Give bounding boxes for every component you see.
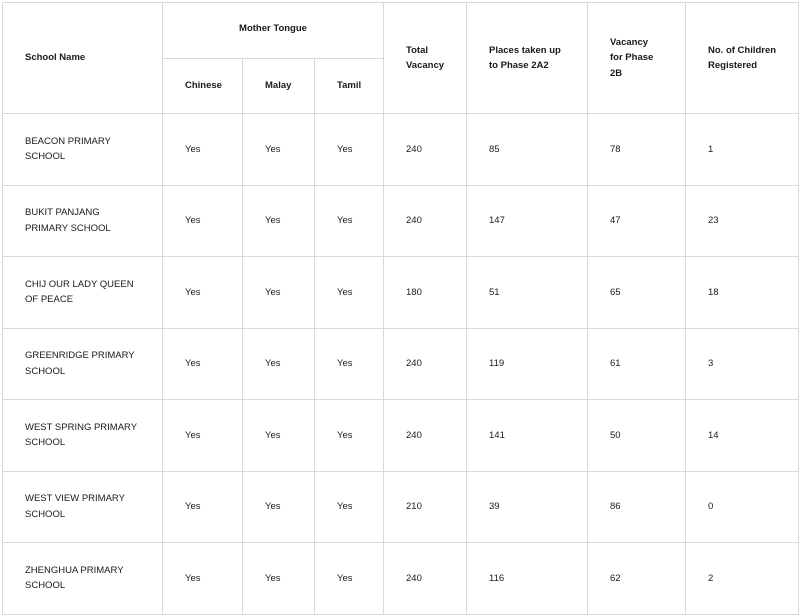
places-taken-cell: 51 xyxy=(467,257,588,329)
school-name-cell: BEACON PRIMARY SCHOOL xyxy=(3,114,163,186)
chinese-cell: Yes xyxy=(163,471,243,543)
tamil-cell: Yes xyxy=(315,471,384,543)
vacancy-phase-2b-cell: 65 xyxy=(588,257,686,329)
chinese-cell: Yes xyxy=(163,400,243,472)
malay-cell: Yes xyxy=(243,257,315,329)
school-name-cell: WEST VIEW PRIMARY SCHOOL xyxy=(3,471,163,543)
chinese-cell: Yes xyxy=(163,257,243,329)
malay-cell: Yes xyxy=(243,328,315,400)
header-malay: Malay xyxy=(243,59,315,114)
table-row xyxy=(3,328,799,400)
vacancy-phase-2b-cell: 61 xyxy=(588,328,686,400)
children-registered-cell: 3 xyxy=(686,328,799,400)
total-vacancy-cell: 240 xyxy=(384,185,467,257)
malay-cell: Yes xyxy=(243,114,315,186)
vacancy-phase-2b-cell: 62 xyxy=(588,543,686,615)
total-vacancy-cell: 240 xyxy=(384,400,467,472)
table-body xyxy=(3,114,799,615)
tamil-cell: Yes xyxy=(315,114,384,186)
table-header xyxy=(3,3,799,114)
tamil-cell: Yes xyxy=(315,543,384,615)
table-row xyxy=(3,185,799,257)
header-school-name: School Name xyxy=(3,3,163,114)
table-row xyxy=(3,257,799,329)
malay-cell: Yes xyxy=(243,471,315,543)
total-vacancy-cell: 240 xyxy=(384,114,467,186)
school-name-cell: CHIJ OUR LADY QUEEN OF PEACE xyxy=(3,257,163,329)
malay-cell: Yes xyxy=(243,185,315,257)
header-chinese: Chinese xyxy=(163,59,243,114)
places-taken-cell: 85 xyxy=(467,114,588,186)
children-registered-cell: 14 xyxy=(686,400,799,472)
places-taken-cell: 116 xyxy=(467,543,588,615)
chinese-cell: Yes xyxy=(163,328,243,400)
school-name-cell: WEST SPRING PRIMARY SCHOOL xyxy=(3,400,163,472)
chinese-cell: Yes xyxy=(163,185,243,257)
tamil-cell: Yes xyxy=(315,400,384,472)
children-registered-cell: 0 xyxy=(686,471,799,543)
table-row xyxy=(3,400,799,472)
vacancy-phase-2b-cell: 50 xyxy=(588,400,686,472)
header-mother-tongue: Mother Tongue xyxy=(163,3,384,59)
total-vacancy-cell: 180 xyxy=(384,257,467,329)
children-registered-cell: 1 xyxy=(686,114,799,186)
table-row xyxy=(3,543,799,615)
chinese-cell: Yes xyxy=(163,543,243,615)
header-total-vacancy: Total Vacancy xyxy=(384,3,467,114)
children-registered-cell: 2 xyxy=(686,543,799,615)
tamil-cell: Yes xyxy=(315,185,384,257)
children-registered-cell: 23 xyxy=(686,185,799,257)
tamil-cell: Yes xyxy=(315,328,384,400)
vacancy-phase-2b-cell: 86 xyxy=(588,471,686,543)
table-row xyxy=(3,114,799,186)
header-vacancy-phase-2b: Vacancy for Phase 2B xyxy=(588,3,686,114)
header-places-taken: Places taken up to Phase 2A2 xyxy=(467,3,588,114)
places-taken-cell: 147 xyxy=(467,185,588,257)
school-name-cell: GREENRIDGE PRIMARY SCHOOL xyxy=(3,328,163,400)
places-taken-cell: 119 xyxy=(467,328,588,400)
header-children-registered: No. of Children Registered xyxy=(686,3,799,114)
school-name-cell: ZHENGHUA PRIMARY SCHOOL xyxy=(3,543,163,615)
total-vacancy-cell: 240 xyxy=(384,328,467,400)
total-vacancy-cell: 240 xyxy=(384,543,467,615)
malay-cell: Yes xyxy=(243,400,315,472)
table-row xyxy=(3,471,799,543)
vacancy-phase-2b-cell: 78 xyxy=(588,114,686,186)
malay-cell: Yes xyxy=(243,543,315,615)
total-vacancy-cell: 210 xyxy=(384,471,467,543)
places-taken-cell: 141 xyxy=(467,400,588,472)
chinese-cell: Yes xyxy=(163,114,243,186)
vacancy-phase-2b-cell: 47 xyxy=(588,185,686,257)
children-registered-cell: 18 xyxy=(686,257,799,329)
header-tamil: Tamil xyxy=(315,59,384,114)
places-taken-cell: 39 xyxy=(467,471,588,543)
vacancy-table xyxy=(2,2,799,615)
school-name-cell: BUKIT PANJANG PRIMARY SCHOOL xyxy=(3,185,163,257)
tamil-cell: Yes xyxy=(315,257,384,329)
